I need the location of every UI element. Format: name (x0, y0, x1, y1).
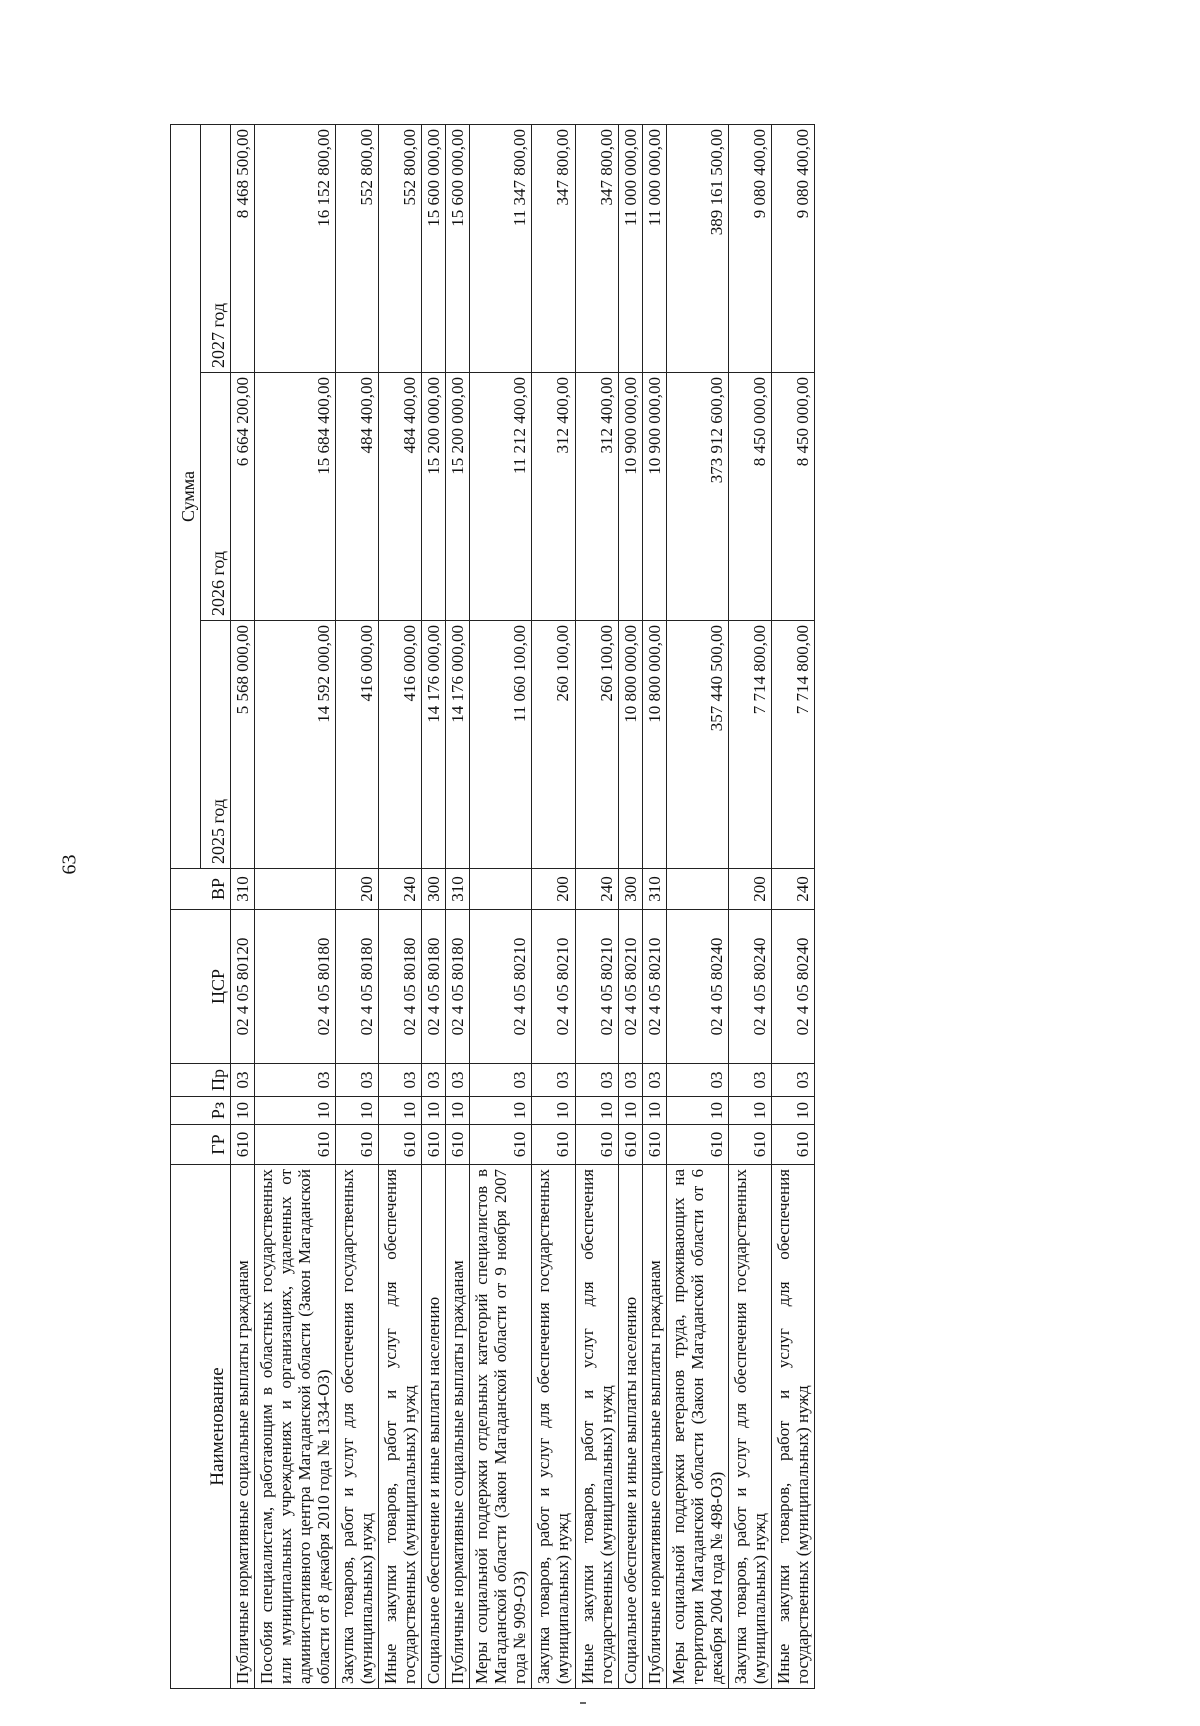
row-amount-2027: 347 800,00 (575, 124, 618, 372)
row-name: Закупка товаров, работ и услуг для обеспечения государственных (муниципальных) нужд (728, 1165, 771, 1689)
table-row (642, 124, 666, 1688)
row-csr: 02 4 05 80240 (666, 910, 728, 1064)
row-vr: 310 (642, 869, 666, 910)
row-pr: 03 (446, 1064, 470, 1097)
row-amount-2026: 373 912 600,00 (666, 373, 728, 621)
row-vr (666, 869, 728, 910)
row-amount-2026: 484 400,00 (379, 373, 422, 621)
row-vr: 300 (422, 869, 446, 910)
row-pr: 03 (771, 1064, 814, 1097)
table-row (336, 124, 379, 1688)
row-gr: 610 (255, 1125, 336, 1165)
header-rz: Рз (171, 1097, 231, 1125)
row-amount-2027: 15 600 000,00 (422, 124, 446, 372)
table-row (255, 124, 336, 1688)
row-csr: 02 4 05 80210 (618, 910, 642, 1064)
row-csr: 02 4 05 80120 (231, 910, 255, 1064)
row-amount-2026: 15 684 400,00 (255, 373, 336, 621)
row-name: Социальное обеспечение и иные выплаты населению (618, 1165, 642, 1689)
row-gr: 610 (771, 1125, 814, 1165)
row-rz: 10 (446, 1097, 470, 1125)
header-pr: Пр (171, 1064, 231, 1097)
row-name: Публичные нормативные социальные выплаты гражданам (231, 1165, 255, 1689)
page-number: 63 (58, 854, 81, 875)
row-rz: 10 (771, 1097, 814, 1125)
table-row (575, 124, 618, 1688)
table-row (379, 124, 422, 1688)
row-csr: 02 4 05 80240 (771, 910, 814, 1064)
row-amount-2025: 10 800 000,00 (642, 621, 666, 869)
table-row (446, 124, 470, 1688)
row-csr: 02 4 05 80210 (470, 910, 532, 1064)
row-pr: 03 (666, 1064, 728, 1097)
row-amount-2027: 9 080 400,00 (771, 124, 814, 372)
row-amount-2027: 8 468 500,00 (231, 124, 255, 372)
row-csr: 02 4 05 80210 (532, 910, 575, 1064)
row-amount-2025: 14 176 000,00 (446, 621, 470, 869)
row-rz: 10 (255, 1097, 336, 1125)
row-pr: 03 (532, 1064, 575, 1097)
table-row (618, 124, 642, 1688)
row-pr: 03 (422, 1064, 446, 1097)
row-gr: 610 (642, 1125, 666, 1165)
row-csr: 02 4 05 80210 (575, 910, 618, 1064)
row-name: Меры социальной поддержки отдельных категорий специалистов в Магаданской области (Закон Магаданской области от 9 ноября 2007 года № 909-ОЗ) (470, 1165, 532, 1689)
table-row (470, 124, 532, 1688)
row-rz: 10 (422, 1097, 446, 1125)
header-gr: ГР (171, 1125, 231, 1165)
row-rz: 10 (231, 1097, 255, 1125)
row-amount-2026: 484 400,00 (336, 373, 379, 621)
budget-table (170, 124, 815, 1689)
row-pr: 03 (231, 1064, 255, 1097)
row-rz: 10 (336, 1097, 379, 1125)
header-2025: 2025 год (201, 621, 231, 869)
header-csr: ЦСР (171, 910, 231, 1064)
row-vr: 200 (532, 869, 575, 910)
row-amount-2025: 14 176 000,00 (422, 621, 446, 869)
row-amount-2026: 312 400,00 (532, 373, 575, 621)
row-amount-2026: 11 212 400,00 (470, 373, 532, 621)
rotated-page-content (170, 125, 1072, 1689)
row-csr: 02 4 05 80180 (422, 910, 446, 1064)
row-amount-2027: 347 800,00 (532, 124, 575, 372)
row-name: Пособия специалистам, работающим в областных государственных или муниципальных учреждениях и организациях, удаленных от административного центра Магаданской области (Закон Магаданской области от 8 декабря 2010 года № 1334-ОЗ) (255, 1165, 336, 1689)
row-amount-2025: 260 100,00 (532, 621, 575, 869)
row-pr: 03 (336, 1064, 379, 1097)
table-row (422, 124, 446, 1688)
row-rz: 10 (532, 1097, 575, 1125)
row-amount-2025: 5 568 000,00 (231, 621, 255, 869)
row-csr: 02 4 05 80180 (379, 910, 422, 1064)
row-amount-2027: 11 347 800,00 (470, 124, 532, 372)
header-2026: 2026 год (201, 373, 231, 621)
header-sum: Сумма (171, 124, 201, 868)
table-row (771, 124, 814, 1688)
row-gr: 610 (422, 1125, 446, 1165)
row-vr: 200 (336, 869, 379, 910)
header-name: Наименование (171, 1165, 231, 1689)
row-vr (255, 869, 336, 910)
header-2027: 2027 год (201, 124, 231, 372)
row-pr: 03 (618, 1064, 642, 1097)
row-amount-2026: 10 900 000,00 (618, 373, 642, 621)
row-gr: 610 (666, 1125, 728, 1165)
row-rz: 10 (575, 1097, 618, 1125)
row-pr: 03 (379, 1064, 422, 1097)
row-gr: 610 (728, 1125, 771, 1165)
row-gr: 610 (575, 1125, 618, 1165)
row-amount-2027: 11 000 000,00 (618, 124, 642, 372)
row-amount-2027: 15 600 000,00 (446, 124, 470, 372)
row-gr: 610 (446, 1125, 470, 1165)
row-rz: 10 (642, 1097, 666, 1125)
row-gr: 610 (231, 1125, 255, 1165)
row-amount-2025: 7 714 800,00 (728, 621, 771, 869)
row-amount-2026: 312 400,00 (575, 373, 618, 621)
row-vr: 240 (771, 869, 814, 910)
row-amount-2026: 10 900 000,00 (642, 373, 666, 621)
table-row (728, 124, 771, 1688)
row-pr: 03 (642, 1064, 666, 1097)
row-csr: 02 4 05 80180 (255, 910, 336, 1064)
row-amount-2025: 416 000,00 (379, 621, 422, 869)
row-name: Социальное обеспечение и иные выплаты населению (422, 1165, 446, 1689)
row-pr: 03 (470, 1064, 532, 1097)
row-gr: 610 (470, 1125, 532, 1165)
row-gr: 610 (618, 1125, 642, 1165)
row-rz: 10 (666, 1097, 728, 1125)
row-rz: 10 (379, 1097, 422, 1125)
row-amount-2025: 416 000,00 (336, 621, 379, 869)
row-amount-2027: 16 152 800,00 (255, 124, 336, 372)
row-rz: 10 (728, 1097, 771, 1125)
row-amount-2026: 15 200 000,00 (422, 373, 446, 621)
row-amount-2026: 8 450 000,00 (771, 373, 814, 621)
row-vr: 300 (618, 869, 642, 910)
row-vr (470, 869, 532, 910)
scan-mark (580, 1702, 586, 1704)
row-rz: 10 (618, 1097, 642, 1125)
row-csr: 02 4 05 80180 (336, 910, 379, 1064)
row-pr: 03 (255, 1064, 336, 1097)
row-gr: 610 (532, 1125, 575, 1165)
row-csr: 02 4 05 80180 (446, 910, 470, 1064)
row-name: Иные закупки товаров, работ и услуг для обеспечения государственных (муниципальных) нужд (575, 1165, 618, 1689)
row-vr: 240 (379, 869, 422, 910)
row-amount-2025: 357 440 500,00 (666, 621, 728, 869)
row-name: Меры социальной поддержки ветеранов труда, проживающих на территории Магаданской области (Закон Магаданской области от 6 декабря 2004 года № 498-ОЗ) (666, 1165, 728, 1689)
row-name: Закупка товаров, работ и услуг для обеспечения государственных (муниципальных) нужд (532, 1165, 575, 1689)
row-rz: 10 (470, 1097, 532, 1125)
row-name: Иные закупки товаров, работ и услуг для обеспечения государственных (муниципальных) нужд (379, 1165, 422, 1689)
row-amount-2027: 389 161 500,00 (666, 124, 728, 372)
row-gr: 610 (379, 1125, 422, 1165)
row-name: Публичные нормативные социальные выплаты гражданам (446, 1165, 470, 1689)
row-name: Публичные нормативные социальные выплаты гражданам (642, 1165, 666, 1689)
table-row (666, 124, 728, 1688)
row-amount-2025: 260 100,00 (575, 621, 618, 869)
row-name: Иные закупки товаров, работ и услуг для обеспечения государственных (муниципальных) нужд (771, 1165, 814, 1689)
row-amount-2025: 11 060 100,00 (470, 621, 532, 869)
row-amount-2026: 8 450 000,00 (728, 373, 771, 621)
header-vr: ВР (171, 869, 231, 910)
row-amount-2027: 11 000 000,00 (642, 124, 666, 372)
row-gr: 610 (336, 1125, 379, 1165)
row-vr: 240 (575, 869, 618, 910)
row-vr: 310 (446, 869, 470, 910)
row-csr: 02 4 05 80210 (642, 910, 666, 1064)
row-amount-2027: 552 800,00 (336, 124, 379, 372)
row-vr: 310 (231, 869, 255, 910)
row-vr: 200 (728, 869, 771, 910)
table-row (231, 124, 255, 1688)
row-pr: 03 (728, 1064, 771, 1097)
row-amount-2025: 10 800 000,00 (618, 621, 642, 869)
row-amount-2027: 552 800,00 (379, 124, 422, 372)
row-amount-2026: 15 200 000,00 (446, 373, 470, 621)
row-amount-2027: 9 080 400,00 (728, 124, 771, 372)
row-amount-2025: 7 714 800,00 (771, 621, 814, 869)
row-csr: 02 4 05 80240 (728, 910, 771, 1064)
row-amount-2025: 14 592 000,00 (255, 621, 336, 869)
table-row (532, 124, 575, 1688)
row-name: Закупка товаров, работ и услуг для обеспечения государственных (муниципальных) нужд (336, 1165, 379, 1689)
row-pr: 03 (575, 1064, 618, 1097)
row-amount-2026: 6 664 200,00 (231, 373, 255, 621)
